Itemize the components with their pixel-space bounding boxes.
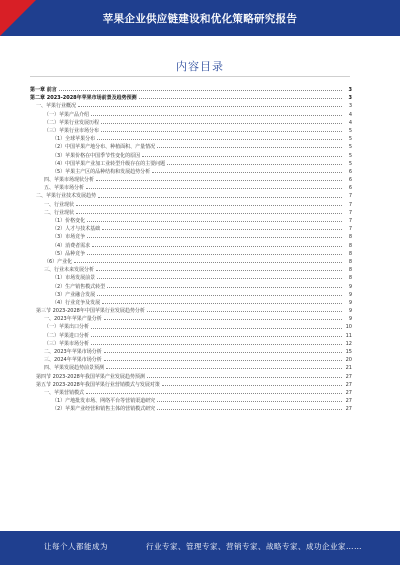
toc-dot-leader xyxy=(76,210,342,214)
toc-entry[interactable] xyxy=(30,184,352,192)
toc-entry-label: （1）价格变化 xyxy=(52,218,86,224)
toc-entry-label: （1）全球苹果分布 xyxy=(52,136,96,143)
toc-dot-leader xyxy=(157,144,342,148)
toc-entry-page: 3 xyxy=(348,87,352,93)
report-header-bar xyxy=(0,0,400,36)
toc-entry-page: 5 xyxy=(348,136,352,143)
toc-entry-label: （二）苹果行业发展历程 xyxy=(44,119,100,126)
toc-entry-label: （1）市场发展前景 xyxy=(52,275,96,282)
toc-dot-leader xyxy=(97,136,342,140)
toc-entry-page: 6 xyxy=(348,168,352,175)
footer-slogan: 让每个人都能成为 xyxy=(44,542,108,551)
toc-dot-leader xyxy=(104,349,342,353)
toc-dot-leader xyxy=(87,234,342,238)
toc-dot-leader xyxy=(102,226,342,230)
toc-entry[interactable] xyxy=(30,274,352,282)
toc-dot-leader xyxy=(96,267,342,271)
toc-entry-page: 20 xyxy=(345,357,352,364)
toc-dot-leader xyxy=(106,365,342,369)
toc-dot-leader xyxy=(59,87,342,91)
toc-dot-leader xyxy=(91,333,342,337)
toc-entry-label: （1）产地批发市场、网络平台等营销渠道研究 xyxy=(52,398,156,405)
toc-dot-leader xyxy=(92,243,342,247)
toc-dot-leader xyxy=(152,169,342,173)
toc-dot-leader xyxy=(102,300,342,304)
toc-entry[interactable] xyxy=(30,348,352,356)
toc-entry-page: 12 xyxy=(345,340,352,347)
toc-entry-page: 9 xyxy=(348,308,352,315)
toc-entry-page: 6 xyxy=(348,185,352,192)
toc-dot-leader xyxy=(96,177,342,181)
toc-entry-label: （2）中国苹果产地分布、种植面积、产量情况 xyxy=(52,144,156,151)
toc-entry[interactable] xyxy=(30,111,352,119)
toc-entry[interactable] xyxy=(30,209,352,217)
toc-entry[interactable] xyxy=(30,119,352,127)
toc-entry-page: 5 xyxy=(348,127,352,134)
toc-entry[interactable] xyxy=(30,315,352,323)
toc-entry-label: （4）中国苹果产业加工业转型升级存在的主要问题 xyxy=(52,160,166,167)
footer-roles: 行业专家、管理专家、营销专家、战略专家、成功企业家…… xyxy=(146,542,362,551)
toc-entry-label: 一、苹果行业概况 xyxy=(36,103,77,110)
toc-dot-leader xyxy=(104,357,342,361)
toc-entry-label: 五、苹果市场分析 xyxy=(44,185,85,192)
toc-entry-page: 9 xyxy=(348,316,352,323)
toc-entry[interactable] xyxy=(30,364,352,372)
toc-entry-label: （三）苹果行业市场分布 xyxy=(44,127,100,134)
toc-dot-leader xyxy=(78,103,342,107)
toc-dot-leader xyxy=(107,284,342,288)
toc-dot-leader xyxy=(98,194,342,198)
toc-entry[interactable] xyxy=(30,233,352,241)
toc-dot-leader xyxy=(97,292,342,296)
toc-entry-page: 7 xyxy=(348,201,352,208)
toc-entry[interactable] xyxy=(30,389,352,397)
toc-entry-label: 四、苹果市场现状分析 xyxy=(44,177,95,184)
toc-entry[interactable] xyxy=(30,242,352,250)
toc-entry-label: （3）产业融合发展 xyxy=(52,291,96,298)
toc-entry-page: 9 xyxy=(348,299,352,306)
toc-entry-label: （一）苹果产品介绍 xyxy=(44,111,90,118)
toc-entry[interactable] xyxy=(30,127,352,135)
toc-dot-leader xyxy=(87,251,342,255)
toc-dot-leader xyxy=(162,382,342,386)
toc-entry-label: （一）苹果出口分析 xyxy=(44,324,90,331)
toc-entry-label: （5）品种竞争 xyxy=(52,250,86,257)
toc-entry-page: 27 xyxy=(345,389,352,396)
toc-dot-leader xyxy=(101,128,342,132)
toc-entry[interactable] xyxy=(30,225,352,233)
footer-bar xyxy=(0,531,400,565)
toc-entry-label: （5）苹果主产区的品种结构和发展趋势分析 xyxy=(52,168,151,175)
toc-entry-label: （3）苹果价格在中国季节性变化的原因 xyxy=(52,152,141,159)
toc-entry[interactable] xyxy=(30,323,352,331)
toc-entry-label: 第二章 2023-2028年苹果市场前景及趋势预测 xyxy=(30,95,137,102)
toc-entry-page: 8 xyxy=(348,275,352,282)
toc-entry-label: （3）市场竞争 xyxy=(52,234,86,241)
toc-entry-page: 3 xyxy=(348,95,352,102)
toc-entry-label: （2）生产销售模式转型 xyxy=(52,283,106,290)
toc-entry[interactable] xyxy=(30,397,352,405)
toc-entry-page: 27 xyxy=(345,373,352,380)
toc-entry-label: （2）人才与技术基础 xyxy=(52,226,101,233)
toc-entry-label: 三、2024年苹果市场分析 xyxy=(44,357,102,364)
toc-dot-leader xyxy=(87,218,342,222)
toc-entry-label: （二）苹果进口分析 xyxy=(44,332,90,339)
toc-dot-leader xyxy=(91,112,342,116)
toc-entry-page: 3 xyxy=(348,103,352,110)
toc-dot-leader xyxy=(142,153,342,157)
toc-entry[interactable] xyxy=(30,143,352,151)
toc-entry-page: 27 xyxy=(345,406,352,413)
toc-entry-page: 11 xyxy=(345,332,352,339)
toc-entry[interactable] xyxy=(30,405,352,413)
toc-entry[interactable] xyxy=(30,258,352,266)
toc-entry-page: 27 xyxy=(345,398,352,405)
toc-entry[interactable] xyxy=(30,381,352,389)
toc-entry[interactable] xyxy=(30,217,352,225)
toc-dot-leader xyxy=(74,259,342,263)
toc-entry[interactable] xyxy=(30,307,352,315)
report-title: 苹果企业供应链建设和优化策略研究报告 xyxy=(102,13,298,25)
toc-dot-leader xyxy=(101,120,342,124)
toc-entry-label: 四、苹果发展趋势前景预测 xyxy=(44,365,105,372)
toc-dot-leader xyxy=(86,390,342,394)
toc-entry-label: （6）产业化 xyxy=(44,258,73,265)
toc-entry-page: 6 xyxy=(348,177,352,184)
toc-entry[interactable] xyxy=(30,283,352,291)
toc-entry[interactable] xyxy=(30,250,352,258)
toc-entry-label: 一、行业现状 xyxy=(44,201,75,208)
toc-entry[interactable] xyxy=(30,94,352,102)
table-of-contents xyxy=(30,86,352,414)
toc-entry-page: 8 xyxy=(348,258,352,265)
toc-entry-page: 7 xyxy=(348,218,352,224)
toc-entry-page: 5 xyxy=(348,160,352,167)
toc-entry-label: 二、2023年苹果市场分析 xyxy=(44,349,102,355)
toc-entry[interactable] xyxy=(30,201,352,209)
toc-entry-page: 9 xyxy=(348,283,352,290)
toc-entry-page: 8 xyxy=(348,242,352,249)
toc-dot-leader xyxy=(86,185,342,189)
toc-entry-label: （三）苹果市场分析 xyxy=(44,340,90,347)
toc-entry[interactable] xyxy=(30,192,352,200)
toc-entry-page: 4 xyxy=(348,111,352,118)
toc-dot-leader xyxy=(97,275,342,279)
toc-entry[interactable] xyxy=(30,160,352,168)
toc-entry[interactable] xyxy=(30,135,352,143)
toc-entry-page: 7 xyxy=(348,226,352,233)
toc-entry-page: 7 xyxy=(348,209,352,216)
toc-entry[interactable] xyxy=(30,86,352,94)
toc-dot-leader xyxy=(157,406,342,410)
toc-entry-label: 第四节 2023-2028年我国苹果产业发展趋势预测 xyxy=(36,373,145,380)
toc-entry[interactable] xyxy=(30,332,352,340)
toc-entry-page: 8 xyxy=(348,267,352,274)
toc-entry-label: 一、苹果营销模式 xyxy=(44,389,85,396)
toc-entry[interactable] xyxy=(30,152,352,160)
toc-entry-page: 7 xyxy=(348,193,352,200)
toc-dot-leader xyxy=(76,202,342,206)
toc-entry[interactable] xyxy=(30,373,352,381)
toc-entry-label: 三、行业未来发展分析 xyxy=(44,267,95,274)
toc-entry[interactable] xyxy=(30,356,352,364)
toc-dot-leader xyxy=(91,325,342,329)
toc-entry-label: 第一章 前言 xyxy=(30,87,57,93)
toc-entry-label: 第五节 2023-2028年我国苹果行业营销模式与发展对策 xyxy=(36,381,160,388)
toc-entry-label: 二、行业现状 xyxy=(44,209,75,216)
toc-entry-page: 8 xyxy=(348,250,352,257)
toc-heading: 内容目录 xyxy=(176,60,224,73)
toc-entry[interactable] xyxy=(30,102,352,110)
toc-entry-page: 27 xyxy=(345,381,352,388)
toc-entry-page: 10 xyxy=(345,324,352,331)
toc-entry[interactable] xyxy=(30,291,352,299)
toc-entry-label: （2）苹果产业经营和销售主体的营销模式研究 xyxy=(52,406,156,413)
toc-entry-page: 21 xyxy=(345,365,352,372)
toc-entry-label: 二、苹果行业技术发展趋势 xyxy=(36,193,97,200)
toc-entry[interactable] xyxy=(30,340,352,348)
toc-dot-leader xyxy=(104,316,342,320)
toc-dot-leader xyxy=(147,374,342,378)
toc-dot-leader xyxy=(157,398,342,402)
toc-entry-label: 第三节 2023-2028年中国苹果行业发展趋势分析 xyxy=(36,308,145,315)
toc-entry[interactable] xyxy=(30,266,352,274)
toc-entry-page: 9 xyxy=(348,291,352,298)
toc-entry-label: （4）行业竞争及发展 xyxy=(52,299,101,306)
toc-entry-label: （4）消费者需求 xyxy=(52,242,91,249)
toc-entry-page: 8 xyxy=(348,234,352,241)
toc-divider xyxy=(30,76,350,77)
toc-entry-page: 5 xyxy=(348,144,352,151)
toc-dot-leader xyxy=(139,95,342,99)
toc-entry-label: 一、2023年苹果产量分析 xyxy=(44,316,102,323)
toc-entry[interactable] xyxy=(30,176,352,184)
toc-entry-page: 4 xyxy=(348,119,352,126)
toc-dot-leader xyxy=(167,161,342,165)
toc-entry[interactable] xyxy=(30,168,352,176)
toc-dot-leader xyxy=(147,308,342,312)
toc-entry-page: 5 xyxy=(348,152,352,159)
toc-entry-page: 15 xyxy=(345,349,352,355)
toc-entry[interactable] xyxy=(30,299,352,307)
toc-dot-leader xyxy=(91,341,342,345)
